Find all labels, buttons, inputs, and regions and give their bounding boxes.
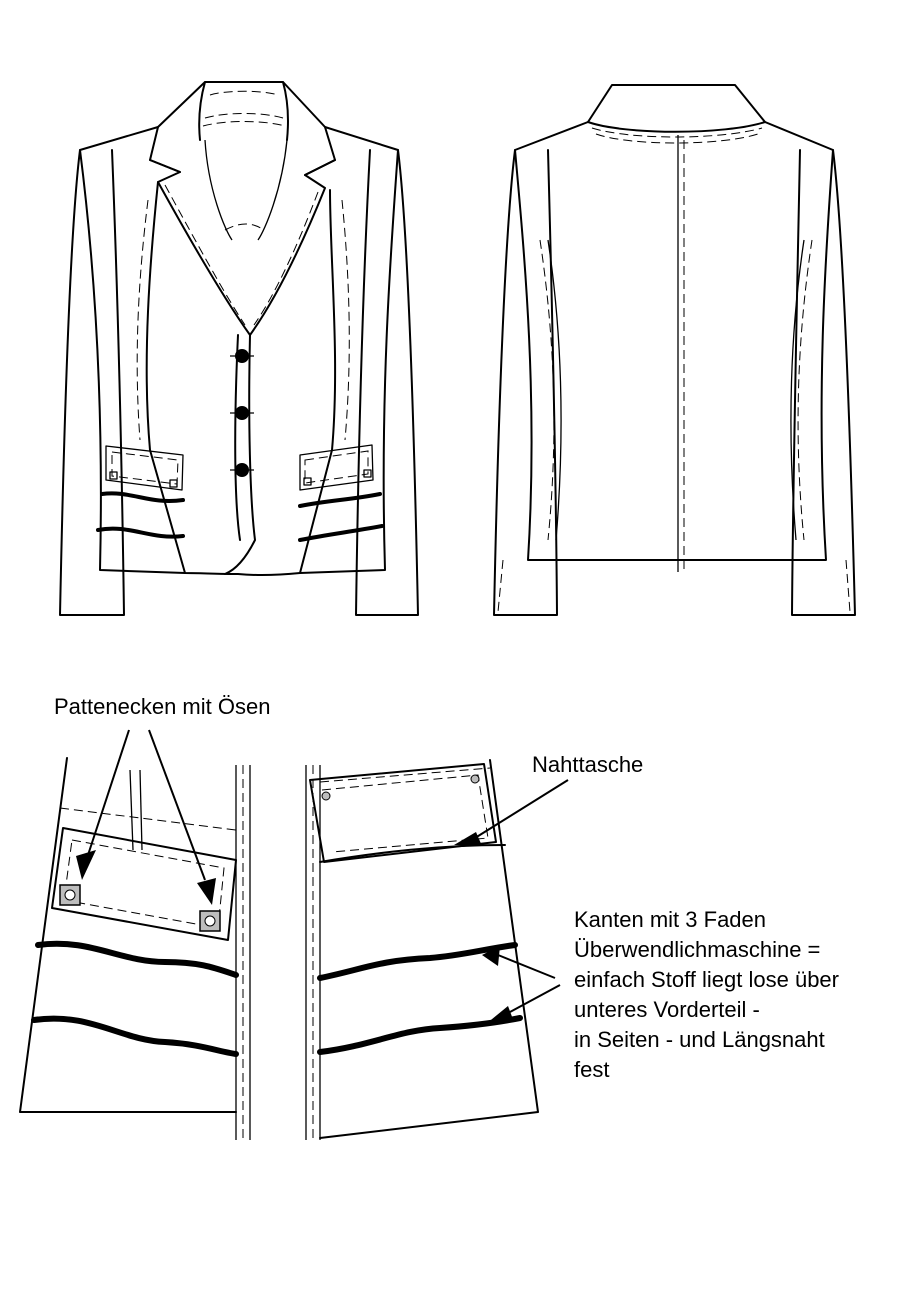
front-body-outline <box>80 82 398 575</box>
detail-right-pocket <box>306 760 568 1140</box>
label-line: Kanten mit 3 Faden <box>574 907 767 932</box>
detail-left-pocket <box>20 730 250 1140</box>
back-left-sleeve <box>494 150 557 615</box>
eyelet-icon <box>60 885 80 905</box>
jacket-back-view <box>494 85 855 615</box>
front-right-sleeve <box>356 150 418 615</box>
label-seam-pocket: Nahttasche <box>532 752 644 777</box>
label-overlock-edges <box>574 905 839 1085</box>
eyelet-icon <box>200 911 220 931</box>
label-patten-corners: Pattenecken mit Ösen <box>54 694 271 719</box>
label-line: unteres Vorderteil - <box>574 997 760 1022</box>
back-body-outline <box>515 85 833 560</box>
front-collar <box>150 82 335 175</box>
label-line: einfach Stoff liegt lose über <box>574 967 839 992</box>
back-collar <box>588 122 765 132</box>
detail-right-pocket-welt <box>310 764 496 862</box>
jacket-front-view <box>60 82 418 615</box>
front-left-sleeve <box>60 150 124 615</box>
front-right-lapel <box>250 160 335 335</box>
back-right-sleeve <box>792 150 855 615</box>
label-line: fest <box>574 1057 610 1082</box>
label-line: in Seiten - und Längsnaht <box>574 1027 825 1052</box>
label-line: Überwendlichmaschine = <box>574 937 821 962</box>
